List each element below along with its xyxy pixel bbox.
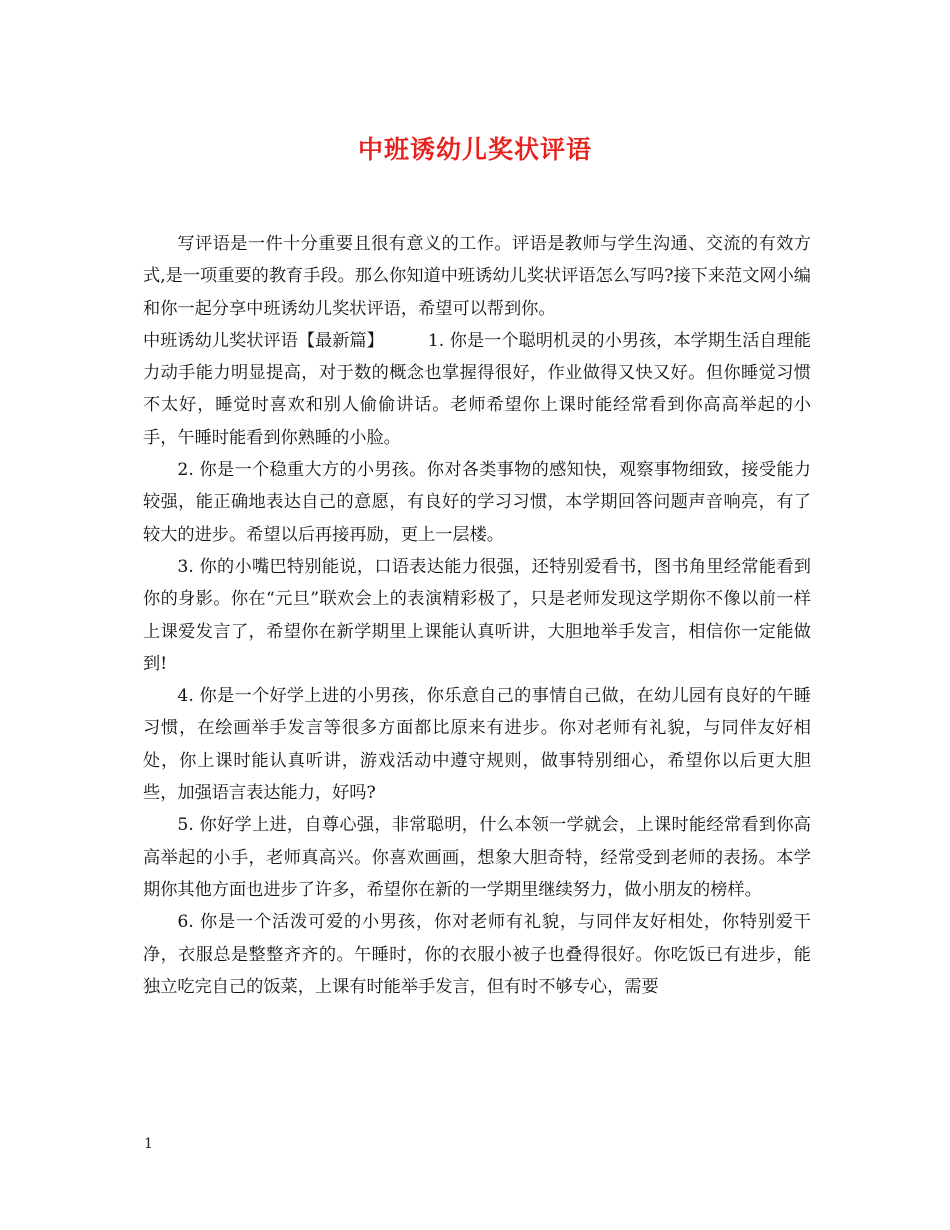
- page-number: 1: [144, 1136, 153, 1152]
- section-heading: 中班诱幼儿奖状评语【最新篇】: [143, 330, 384, 351]
- intro-paragraph: 写评语是一件十分重要且很有意义的工作。评语是教师与学生沟通、交流的有效方式,是一项重要的教育手段。那么你知道中班诱幼儿奖状评语怎么写吗?接下来范文网小编和你一起分享中班诱幼儿奖状评语，希望可以帮到你。: [143, 234, 811, 319]
- comment-item-5: 5. 你好学上进，自尊心强，非常聪明，什么本领一学就会，上课时能经常看到你高高举起的小手，老师真高兴。你喜欢画画，想象大胆奇特，经常受到老师的表扬。本学期你其他方面也进步了许多，希望你在新的一学期里继续努力，做小朋友的榜样。: [143, 815, 811, 900]
- comment-item-2: 2. 你是一个稳重大方的小男孩。你对各类事物的感知快，观察事物细致，接受能力较强，能正确地表达自己的意愿，有良好的学习习惯，本学期回答问题声音响亮，有了较大的进步。希望以后再接再励，更上一层楼。: [143, 460, 811, 545]
- comment-item-3: 3. 你的小嘴巴特别能说，口语表达能力很强，还特别爱看书，图书角里经常能看到你的身影。你在“元旦”联欢会上的表演精彩极了，只是老师发现这学期你不像以前一样上课爱发言了，希望你在新学期里上课能认真听讲，大胆地举手发言，相信你一定能做到!: [143, 556, 811, 674]
- comment-item-6: 6. 你是一个活泼可爱的小男孩，你对老师有礼貌，与同伴友好相处，你特别爱干净，衣服总是整整齐齐的。午睡时，你的衣服小被子也叠得很好。你吃饭已有进步，能独立吃完自己的饭菜，上课有时能举手发言，但有时不够专心，需要: [143, 912, 811, 997]
- document-title: 中班诱幼儿奖状评语: [357, 135, 592, 164]
- comment-item-4: 4. 你是一个好学上进的小男孩，你乐意自己的事情自己做，在幼儿园有良好的午睡习惯，在绘画举手发言等很多方面都比原来有进步。你对老师有礼貌，与同伴友好相处，你上课时能认真听讲，游戏活动中遵守规则，做事特别细心，希望你以后更大胆些，加强语言表达能力，好吗?: [143, 686, 811, 804]
- comment-item-1: 1. 你是一个聪明机灵的小男孩，本学期生活自理能力动手能力明显提高，对于数的概念也掌握得很好，作业做得又快又好。但你睡觉习惯不太好，睡觉时喜欢和别人偷偷讲话。老师希望你上课时能经常看到你高高举起的小手，午睡时能看到你熟睡的小脸。: [143, 330, 811, 448]
- document-body: [143, 228, 811, 1003]
- first-comment-paragraph: [143, 325, 811, 454]
